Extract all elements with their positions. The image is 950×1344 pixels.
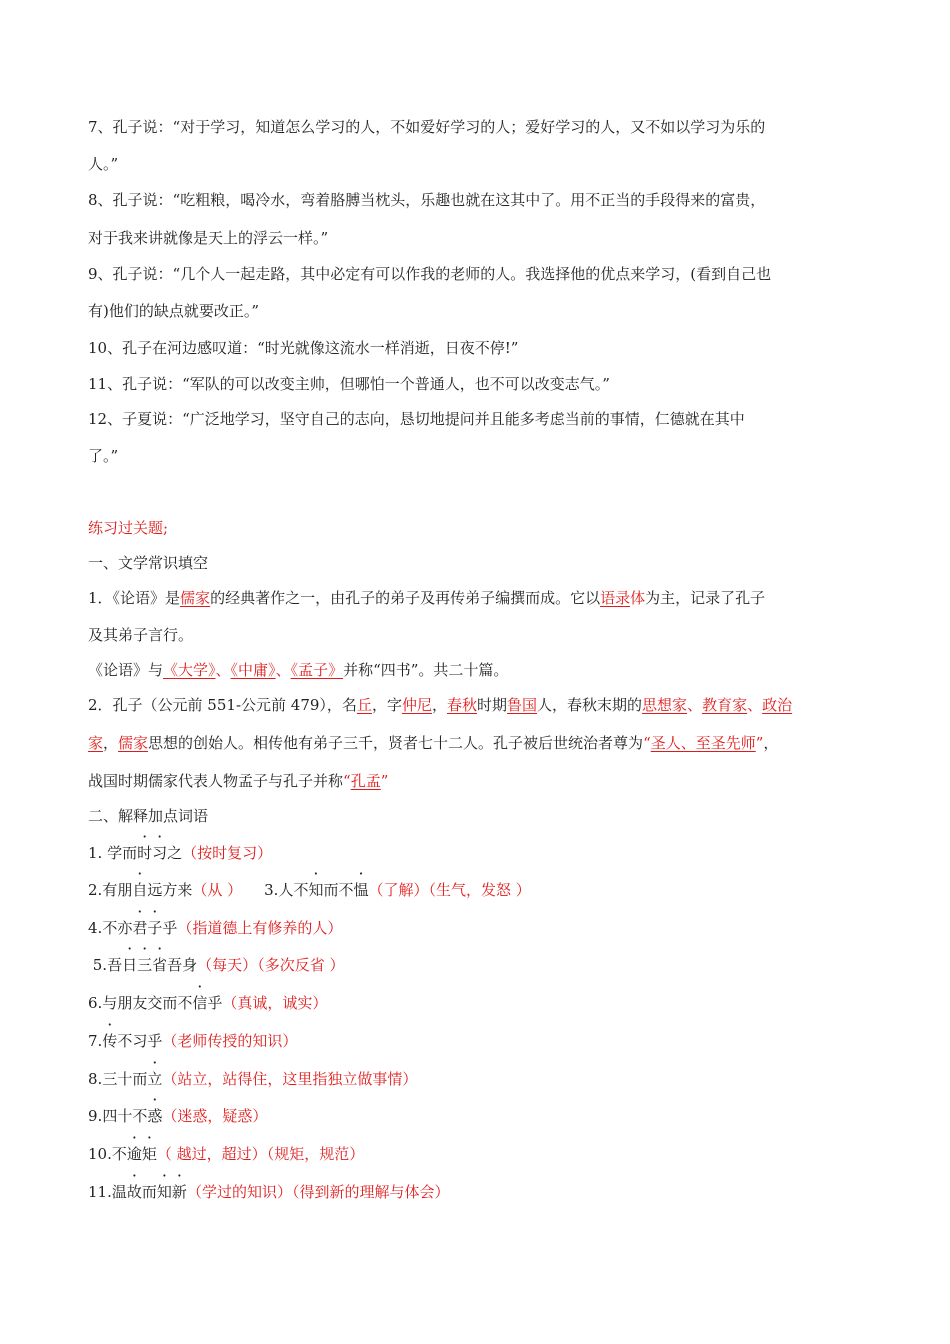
vocab-10-num: 10.	[88, 1145, 112, 1163]
vocab-11-text: 而	[141, 1183, 157, 1201]
q1-sep-2: 、	[275, 661, 291, 679]
vocab-10-text: 不	[111, 1145, 127, 1163]
vocab-5-dotted-char: 三	[137, 956, 153, 974]
vocab-2-text: 远方来	[147, 881, 193, 899]
q2-answer-title: 圣人、至圣先师	[650, 734, 756, 752]
q2-sep-2: 、	[747, 696, 763, 714]
q1-text-c: 为主，记录了孔子	[645, 589, 766, 607]
translation-7-line-1: 7、孔子说：“对于学习，知道怎么学习的人，不如爱好学习的人；爱好学习的人，又不如以学习为乐的	[88, 118, 766, 136]
vocab-5-answer-2: （多次反省 ）	[257, 956, 345, 974]
translation-8-line-2: 对于我来讲就像是天上的浮云一样。”	[88, 229, 329, 247]
vocab-8-dotted-char: 立	[147, 1070, 163, 1088]
vocab-11-dotted-char: 故	[126, 1183, 142, 1201]
vocab-10-answer-1: （ 越过，超过）	[156, 1145, 267, 1163]
translation-12-line-2: 了。”	[88, 447, 119, 465]
vocab-10-answer-2: （规矩，规范）	[266, 1145, 365, 1163]
vocab-8-num: 8.	[88, 1070, 103, 1088]
q1-text-b: 的经典著作之一，由孔子的弟子及再传弟子编撰而成。它以	[210, 589, 601, 607]
vocab-10-dotted-char: 矩	[141, 1145, 157, 1163]
vocab-11-text: 温	[111, 1183, 127, 1201]
q2-text-g: ，	[763, 734, 779, 752]
vocab-1-num: 1.	[88, 844, 108, 862]
q1-line-1	[88, 588, 878, 608]
vocab-3-answer-1: （了解）	[368, 881, 429, 899]
vocab-1-dotted-char: 习	[152, 844, 168, 862]
vocab-item-5	[88, 955, 878, 975]
vocab-item-10	[88, 1144, 878, 1164]
q2-line-1	[88, 695, 878, 715]
practice-title: 练习过关题;	[88, 519, 169, 537]
vocab-3-answer-2: （生气，发怒 ）	[428, 881, 531, 899]
q2-text-f: 思想的创始人。相传他有弟子三千，贤者七十二人。孔子被后世统治者尊为	[148, 734, 644, 752]
vocab-3-text: 而不	[323, 881, 354, 899]
q1-four-books-text-a: 《论语》与	[88, 661, 164, 679]
vocab-9-answer: （迷惑，疑惑）	[162, 1107, 268, 1125]
translation-7-line-2: 人。”	[88, 155, 119, 173]
vocab-item-4	[88, 918, 878, 938]
vocab-11-answer-1: （学过的知识）	[186, 1183, 292, 1201]
q1-line-2: 及其弟子言行。	[88, 626, 194, 644]
vocab-7-text: 不习乎	[117, 1032, 163, 1050]
vocab-item-8	[88, 1069, 878, 1089]
vocab-1-answer: （按时复习）	[182, 844, 273, 862]
q2-answer-kong-meng: 孔孟	[350, 772, 381, 790]
vocab-1-text: 之	[167, 844, 183, 862]
q2-line-3	[88, 771, 878, 791]
q2-sep-3: ，	[103, 734, 119, 752]
vocab-2-num: 2.	[88, 881, 103, 899]
vocab-3-dotted-char: 知	[308, 881, 324, 899]
q2-text-b: ，字	[371, 696, 402, 714]
translation-9-line-1: 9、孔子说：“几个人一起走路，其中必定有可以作我的老师的人。我选择他的优点来学习，(看到自己也	[88, 265, 772, 283]
q2-quote-open-2: “	[343, 772, 351, 790]
q2-answer-politician-a: 政治	[762, 696, 793, 714]
vocab-6-num: 6.	[88, 994, 103, 1012]
vocab-2-dotted-char: 自	[132, 881, 148, 899]
q2-text-a: 2．孔子（公元前 551-公元前 479），名	[88, 696, 357, 714]
q1-answer-doctrine-of-mean: 《中庸》	[230, 661, 276, 679]
q1-line-3	[88, 660, 878, 680]
vocab-4-answer: （指道德上有修养的人）	[177, 919, 343, 937]
translation-10: 10、孔子在河边感叹道：“时光就像这流水一样消逝，日夜不停!”	[88, 339, 519, 357]
vocab-5-dotted-char: 日	[122, 956, 138, 974]
vocab-7-answer: （老师传授的知识）	[162, 1032, 298, 1050]
q1-answer-mencius: 《孟子》	[290, 661, 344, 679]
vocab-3-num: 3.	[264, 881, 279, 899]
q1-text-a: 1．《论语》是	[88, 589, 181, 607]
q2-text-c: ，	[431, 696, 447, 714]
vocab-4-dotted-char: 君	[132, 919, 148, 937]
vocab-5-text: 吾身	[167, 956, 198, 974]
q2-answer-era: 春秋	[446, 696, 477, 714]
q2-answer-school: 儒家	[118, 734, 149, 752]
vocab-3-text: 人不	[278, 881, 309, 899]
vocab-4-num: 4.	[88, 919, 103, 937]
vocab-6-text: 乎	[207, 994, 223, 1012]
q1-four-books-text-b: 并称“四书”。共二十篇。	[343, 661, 509, 679]
section-1-title: 一、文学常识填空	[88, 554, 209, 572]
vocab-10-dotted-char: 逾	[126, 1145, 142, 1163]
q2-answer-courtesy-name: 仲尼	[401, 696, 432, 714]
q2-text-d: 时期	[477, 696, 508, 714]
q2-text-h: 战国时期儒家代表人物孟子与孔子并称	[88, 772, 344, 790]
q2-quote-close-2: ”	[380, 772, 389, 790]
vocab-item-2-3	[88, 880, 878, 900]
vocab-item-11	[88, 1182, 878, 1202]
vocab-1-dotted-char: 时	[137, 844, 153, 862]
vocab-11-dotted-char: 新	[171, 1183, 187, 1201]
vocab-2-text: 有朋	[102, 881, 133, 899]
q2-answer-state: 鲁国	[507, 696, 538, 714]
vocab-5-dotted-char: 省	[152, 956, 168, 974]
vocab-1-text: 学而	[107, 844, 138, 862]
vocab-9-dotted-char: 惑	[147, 1107, 163, 1125]
q2-quote-close: ”	[755, 734, 764, 752]
vocab-item-7	[88, 1031, 878, 1051]
q1-answer-style-suffix: 体	[630, 589, 646, 607]
vocab-3-dotted-char: 愠	[353, 881, 369, 899]
vocab-item-1	[88, 843, 878, 863]
vocab-6-answer: （真诚，诚实）	[222, 994, 328, 1012]
translation-12-line-1: 12、子夏说：“广泛地学习，坚守自己的志向，恳切地提问并且能多考虑当前的事情，仁德就在其中	[88, 410, 745, 428]
vocab-9-num: 9.	[88, 1107, 103, 1125]
q2-line-2	[88, 733, 878, 753]
q1-sep-1: 、	[215, 661, 231, 679]
q2-quote-open: “	[643, 734, 651, 752]
vocab-6-dotted-char: 信	[192, 994, 208, 1012]
vocab-8-answer: （站立，站得住，这里指独立做事情）	[162, 1070, 418, 1088]
vocab-7-dotted-char: 传	[102, 1032, 118, 1050]
vocab-5-num: 5.	[88, 956, 108, 974]
translation-9-line-2: 有)他们的缺点就要改正。”	[88, 302, 260, 320]
q2-answer-educator: 教育家	[702, 696, 748, 714]
vocab-4-text: 不亦	[102, 919, 133, 937]
vocab-8-text: 三十而	[102, 1070, 148, 1088]
vocab-2-answer: （从 ）	[192, 881, 243, 899]
vocab-5-answer-1: （每天）	[197, 956, 258, 974]
vocab-11-dotted-char: 知	[156, 1183, 172, 1201]
section-2-title: 二、解释加点词语	[88, 807, 209, 825]
q1-answer-analects-style: 语录	[600, 589, 631, 607]
translation-11: 11、孔子说：“军队的可以改变主帅，但哪怕一个普通人，也不可以改变志气。”	[88, 375, 610, 393]
q2-answer-name: 丘	[356, 696, 372, 714]
vocab-4-dotted-char: 子	[147, 919, 163, 937]
q2-sep-1: 、	[687, 696, 703, 714]
vocab-item-9	[88, 1106, 878, 1126]
vocab-4-text: 乎	[162, 919, 178, 937]
q1-answer-great-learning: 《大学》	[163, 661, 216, 679]
translation-8-line-1: 8、孔子说：“吃粗粮，喝冷水，弯着胳膊当枕头，乐趣也就在这其中了。用不正当的手段得来的富贵，	[88, 191, 766, 209]
q2-answer-thinker: 思想家	[642, 696, 688, 714]
vocab-11-num: 11.	[88, 1183, 112, 1201]
q2-answer-politician-b: 家	[88, 734, 104, 752]
q2-text-e: 人，春秋末期的	[537, 696, 643, 714]
vocab-5-text: 吾	[107, 956, 123, 974]
vocab-11-answer-2: （得到新的理解与体会）	[291, 1183, 450, 1201]
vocab-6-text: 与朋友交而不	[102, 994, 193, 1012]
vocab-7-num: 7.	[88, 1032, 103, 1050]
vocab-9-text: 四十不	[102, 1107, 148, 1125]
q1-answer-confucian: 儒家	[180, 589, 211, 607]
vocab-item-6	[88, 993, 878, 1013]
